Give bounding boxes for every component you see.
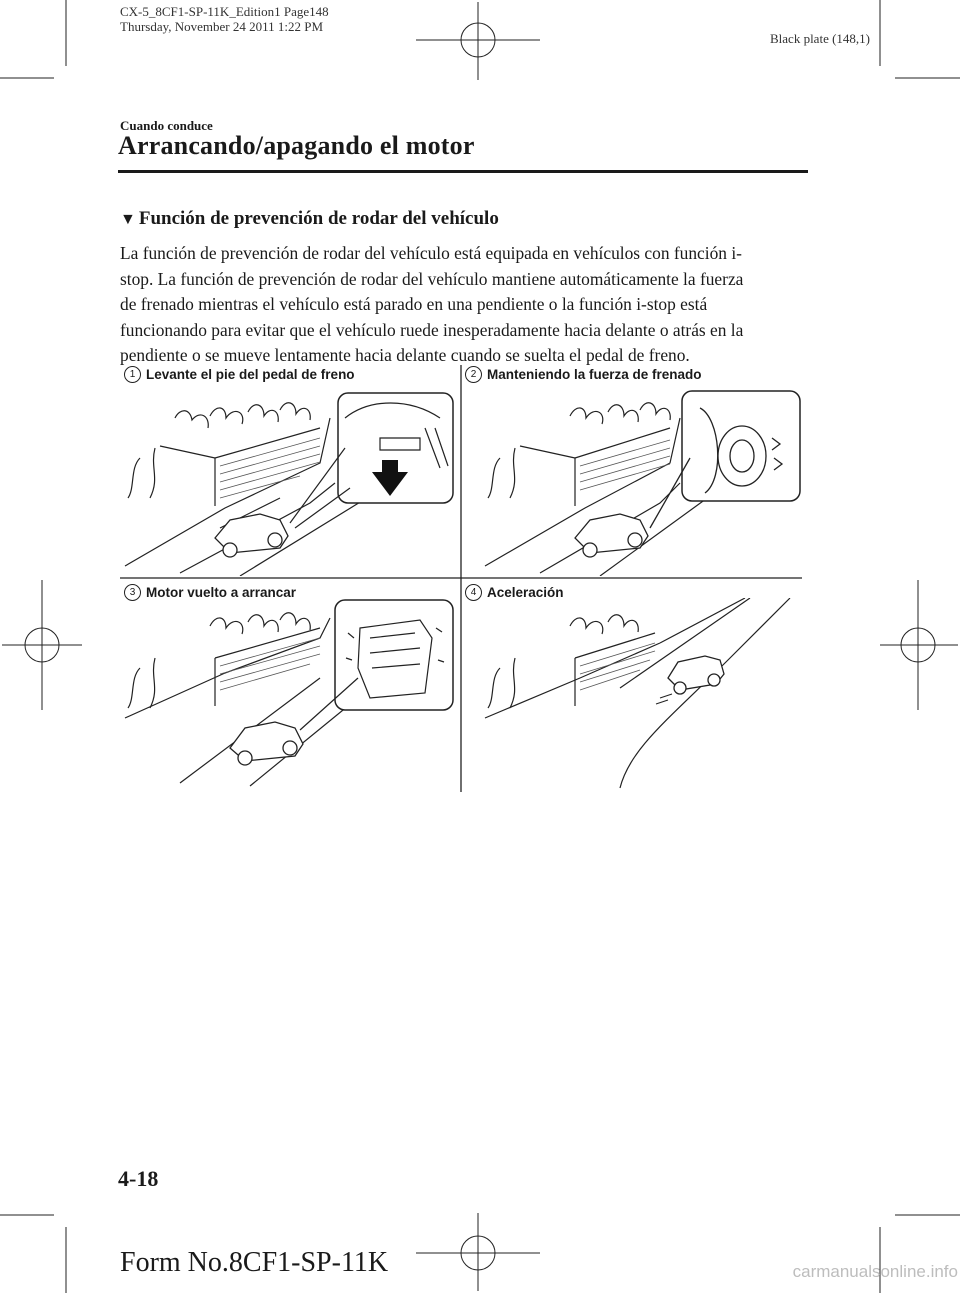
watermark: carmanualsonline.info <box>792 1262 958 1281</box>
illustration-acceleration <box>480 598 800 790</box>
body-line: stop. La función de prevención de rodar del vehículo mantiene automáticamente la fuerza <box>120 268 744 289</box>
step-number-1: 1 <box>124 366 141 383</box>
step-number-2: 2 <box>465 366 482 383</box>
body-line: funcionando para evitar que el vehículo ruede inesperadamente hacia delante o atrás en la <box>120 319 744 340</box>
body-line: pendiente o se mueve lentamente hacia delante cuando se suelta el pedal de freno. <box>120 345 690 365</box>
illustration-release-brake <box>120 388 460 576</box>
figure-caption-text: Aceleración <box>487 585 564 600</box>
step-number-3: 3 <box>124 584 141 601</box>
body-line: de frenado mientras el vehículo está parado en una pendiente o la función i-stop está <box>120 294 708 314</box>
step-number-4: 4 <box>465 584 482 601</box>
body-line: La función de prevención de rodar del vehículo está equipada en vehículos con función i- <box>120 243 742 263</box>
figure-caption-1 <box>124 366 355 383</box>
figure-caption-text: Manteniendo la fuerza de frenado <box>487 367 702 382</box>
section-label: Cuando conduce <box>120 118 213 133</box>
figure-caption-2 <box>465 366 702 383</box>
page-title: Arrancando/apagando el motor <box>118 131 475 160</box>
triangle-marker-icon: ▼ <box>120 211 136 228</box>
print-metadata-line2: Thursday, November 24 2011 1:22 PM <box>120 19 324 34</box>
subsection-title: Función de prevención de rodar del vehículo <box>138 208 499 229</box>
figure-caption-text: Motor vuelto a arrancar <box>146 585 297 600</box>
illustration-holding-brake <box>480 388 802 576</box>
form-number: Form No.8CF1-SP-11K <box>120 1247 389 1278</box>
page-number: 4-18 <box>118 1166 159 1191</box>
print-metadata-line1: CX-5_8CF1-SP-11K_Edition1 Page148 <box>120 4 329 19</box>
illustration-engine-restart <box>120 598 460 788</box>
plate-label: Black plate (148,1) <box>770 31 870 46</box>
figure-caption-text: Levante el pie del pedal de freno <box>146 367 355 382</box>
